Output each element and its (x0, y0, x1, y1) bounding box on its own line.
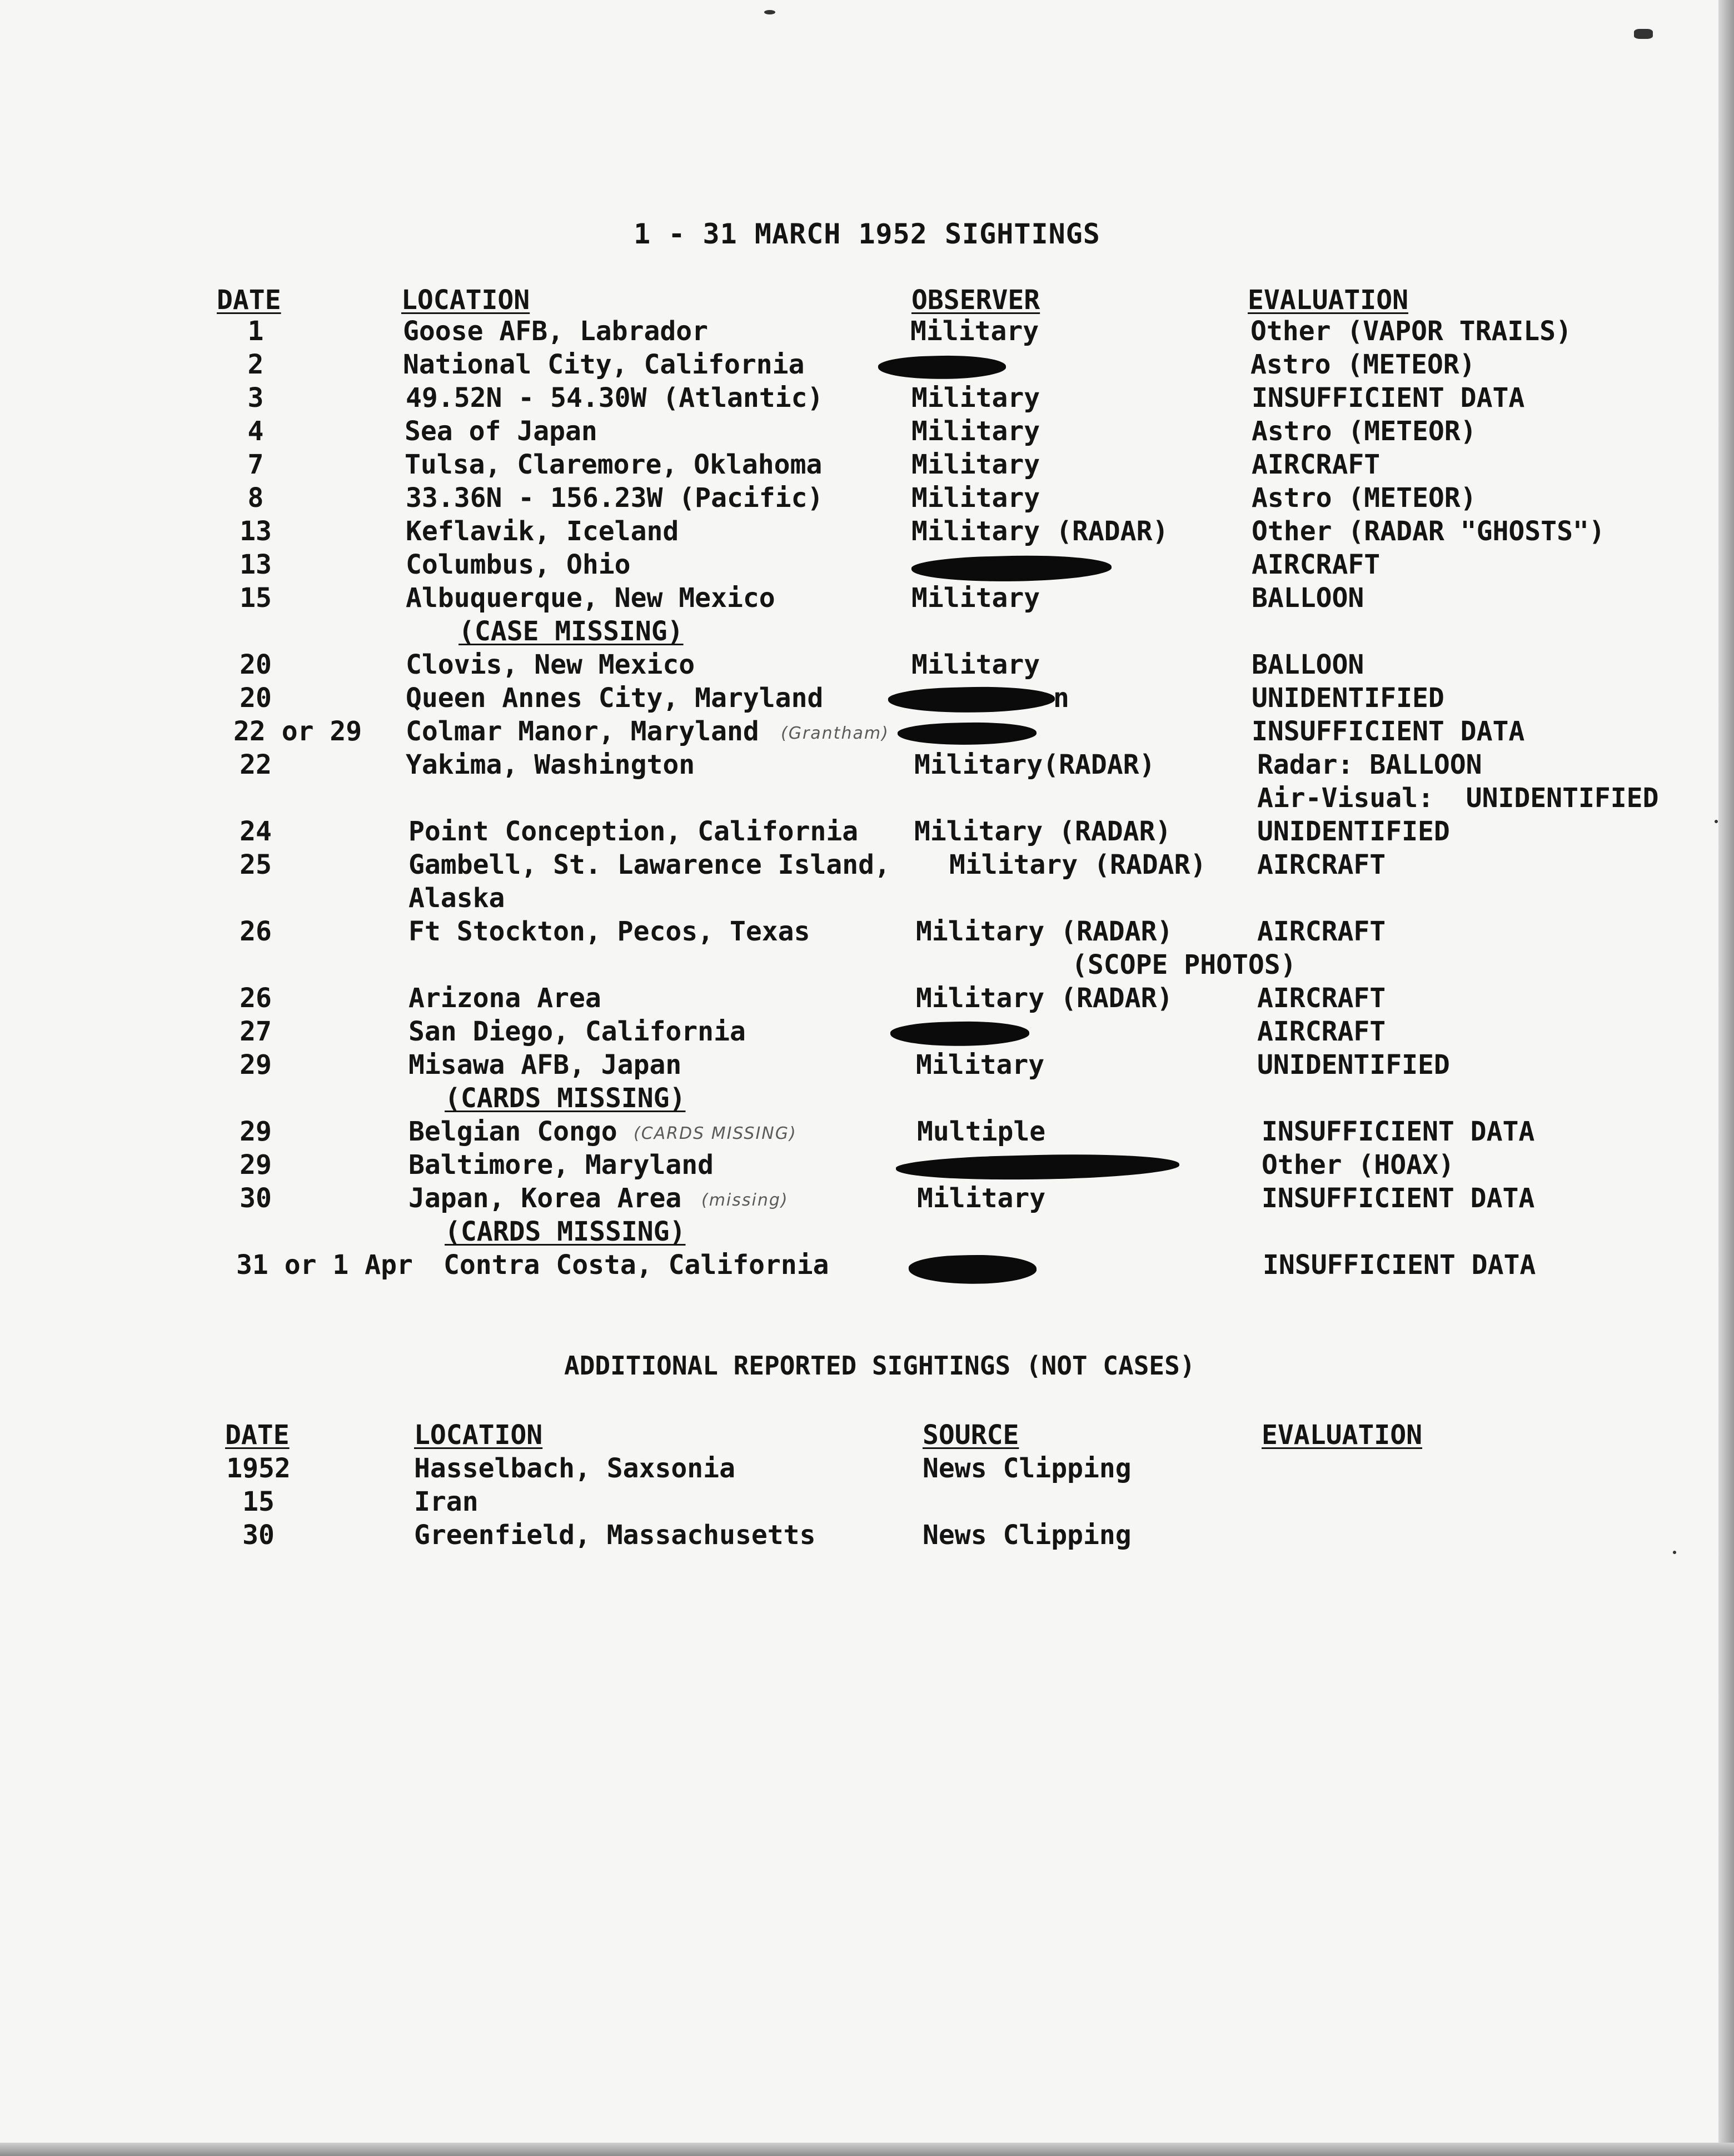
handwritten-note: (CARDS MISSING) (634, 1124, 797, 1143)
row-location: Sea of Japan (405, 416, 597, 447)
row-date: 13 (240, 549, 272, 580)
row-date: 1 (247, 316, 264, 347)
additional-row-source: News Clipping (923, 1453, 1132, 1484)
row-date: 8 (247, 482, 264, 514)
row-evaluation: AIRCRAFT (1252, 549, 1381, 580)
row-evaluation: BALLOON (1252, 582, 1364, 614)
page-edge-bottom (0, 2143, 1734, 2156)
additional-header-source: SOURCE (923, 1420, 1019, 1451)
additional-section-title: ADDITIONAL REPORTED SIGHTINGS (NOT CASES) (564, 1351, 1195, 1381)
row-location: Clovis, New Mexico (406, 649, 695, 680)
row-evaluation: INSUFFICIENT DATA (1252, 716, 1525, 747)
speck (1634, 29, 1653, 39)
row-date: 3 (247, 382, 264, 414)
row-location: Belgian Congo (408, 1116, 617, 1147)
row-evaluation: AIRCRAFT (1257, 1016, 1386, 1047)
row-observer: Military (917, 1183, 1046, 1214)
row-location: Gambell, St. Lawarence Island, (408, 849, 890, 880)
row-date: 20 (240, 683, 272, 714)
row-date: 20 (240, 649, 272, 680)
redaction-mark (896, 1151, 1180, 1183)
row-evaluation: Astro (METEOR) (1250, 349, 1476, 380)
additional-header-location: LOCATION (414, 1420, 543, 1451)
additional-row-location: Iran (414, 1486, 479, 1517)
row-evaluation: UNIDENTIFIED (1257, 816, 1450, 847)
row-date: 15 (240, 582, 272, 614)
row-observer: Military (911, 382, 1040, 414)
redaction-mark (890, 1020, 1029, 1048)
redaction-mark (911, 553, 1112, 584)
row-date: 30 (240, 1183, 272, 1214)
row-observer: Military (911, 649, 1040, 680)
handwritten-note: (Grantham) (781, 724, 889, 743)
row-date: 27 (240, 1016, 272, 1047)
row-evaluation: Other (VAPOR TRAILS) (1250, 316, 1572, 347)
row-date: 22 (240, 749, 272, 780)
row-observer: Military (RADAR) (914, 816, 1172, 847)
row-date: 26 (240, 983, 272, 1014)
row-observer: Military (911, 416, 1040, 447)
row-evaluation: Astro (METEOR) (1252, 482, 1477, 514)
row-observer: Military (RADAR) (949, 849, 1207, 880)
additional-row-date: 30 (242, 1520, 275, 1551)
row-observer: Military (RADAR) (916, 916, 1173, 947)
row-date: 29 (240, 1116, 272, 1147)
row-date: 26 (240, 916, 272, 947)
row-date: 29 (240, 1149, 272, 1181)
page-title: 1 - 31 MARCH 1952 SIGHTINGS (634, 218, 1100, 250)
handwritten-note: (missing) (701, 1191, 789, 1210)
redaction-mark (878, 354, 1006, 381)
redaction-mark (908, 1253, 1037, 1286)
row-date: 24 (240, 816, 272, 847)
row-evaluation: AIRCRAFT (1257, 916, 1386, 947)
additional-row-date: 15 (242, 1486, 275, 1517)
row-observer: Military (910, 316, 1039, 347)
row-observer: Military(RADAR) (914, 749, 1155, 780)
header-observer: OBSERVER (911, 285, 1040, 316)
row-evaluation: BALLOON (1252, 649, 1364, 680)
row-location: Alaska (408, 883, 505, 914)
row-date: 29 (240, 1049, 272, 1081)
speck (1673, 1551, 1676, 1554)
row-evaluation: INSUFFICIENT DATA (1262, 1116, 1535, 1147)
header-evaluation: EVALUATION (1248, 285, 1408, 316)
row-evaluation: INSUFFICIENT DATA (1263, 1249, 1536, 1281)
row-date: 7 (247, 449, 264, 480)
row-location: Keflavik, Iceland (406, 516, 679, 547)
scope-photos-note: (SCOPE PHOTOS) (1072, 949, 1297, 980)
additional-row-source: News Clipping (923, 1520, 1132, 1551)
row-location: Goose AFB, Labrador (403, 316, 709, 347)
row-date: 4 (247, 416, 264, 447)
cards-missing-note: (CARDS MISSING) (445, 1083, 686, 1114)
row-location: Albuquerque, New Mexico (406, 582, 775, 614)
row-location: Misawa AFB, Japan (408, 1049, 682, 1081)
row-evaluation: UNIDENTIFIED (1257, 1049, 1450, 1081)
row-location: Colmar Manor, Maryland (406, 716, 759, 747)
row-observer: Military (911, 449, 1040, 480)
row-observer: Military (RADAR) (916, 983, 1173, 1014)
row-evaluation: Other (HOAX) (1262, 1149, 1454, 1181)
header-location: LOCATION (401, 285, 530, 316)
additional-row-location: Greenfield, Massachusetts (414, 1520, 816, 1551)
speck (764, 10, 775, 14)
row-location: Contra Costa, California (444, 1249, 829, 1281)
row-location: Tulsa, Claremore, Oklahoma (405, 449, 823, 480)
row-location: Ft Stockton, Pecos, Texas (408, 916, 810, 947)
row-location: Baltimore, Maryland (408, 1149, 714, 1181)
case-missing-note: (CASE MISSING) (459, 616, 684, 647)
row-observer: Military (916, 1049, 1045, 1081)
row-location: Point Conception, California (408, 816, 859, 847)
row-date: 13 (240, 516, 272, 547)
cards-missing-note: (CARDS MISSING) (445, 1216, 686, 1247)
redaction-mark (898, 721, 1037, 747)
row-evaluation: Air-Visual: UNIDENTIFIED (1257, 783, 1659, 814)
header-date: DATE (217, 285, 281, 316)
row-location: Japan, Korea Area (408, 1183, 682, 1214)
page-edge-right (1718, 0, 1734, 2156)
row-date: 2 (247, 349, 264, 380)
row-location: San Diego, California (408, 1016, 746, 1047)
row-location: Columbus, Ohio (406, 549, 631, 580)
row-date: 22 or 29 (233, 716, 362, 747)
row-location: Yakima, Washington (406, 749, 695, 780)
row-evaluation: Astro (METEOR) (1252, 416, 1477, 447)
row-location: Queen Annes City, Maryland (406, 683, 824, 714)
row-location: Arizona Area (408, 983, 601, 1014)
row-evaluation: Radar: BALLOON (1257, 749, 1482, 780)
speck (1715, 820, 1718, 823)
row-evaluation: INSUFFICIENT DATA (1262, 1183, 1535, 1214)
additional-header-evaluation: EVALUATION (1262, 1420, 1422, 1451)
row-observer: Military (RADAR) (911, 516, 1169, 547)
additional-row-location: Hasselbach, Saxsonia (414, 1453, 735, 1484)
row-date: 25 (240, 849, 272, 880)
row-evaluation: AIRCRAFT (1257, 849, 1386, 880)
row-observer: Military (911, 582, 1040, 614)
row-observer: n (1053, 683, 1069, 714)
row-location: National City, California (403, 349, 805, 380)
redaction-mark (888, 685, 1055, 715)
row-evaluation: UNIDENTIFIED (1252, 683, 1444, 714)
row-observer: Multiple (917, 1116, 1046, 1147)
row-evaluation: AIRCRAFT (1252, 449, 1381, 480)
row-observer: Military (911, 482, 1040, 514)
row-evaluation: INSUFFICIENT DATA (1252, 382, 1525, 414)
row-evaluation: AIRCRAFT (1257, 983, 1386, 1014)
row-evaluation: Other (RADAR "GHOSTS") (1252, 516, 1605, 547)
additional-row-date: 1952 (226, 1453, 291, 1484)
row-location: 33.36N - 156.23W (Pacific) (406, 482, 824, 514)
additional-header-date: DATE (225, 1420, 290, 1451)
row-location: 49.52N - 54.30W (Atlantic) (406, 382, 824, 414)
row-date: 31 or 1 Apr (236, 1249, 413, 1281)
